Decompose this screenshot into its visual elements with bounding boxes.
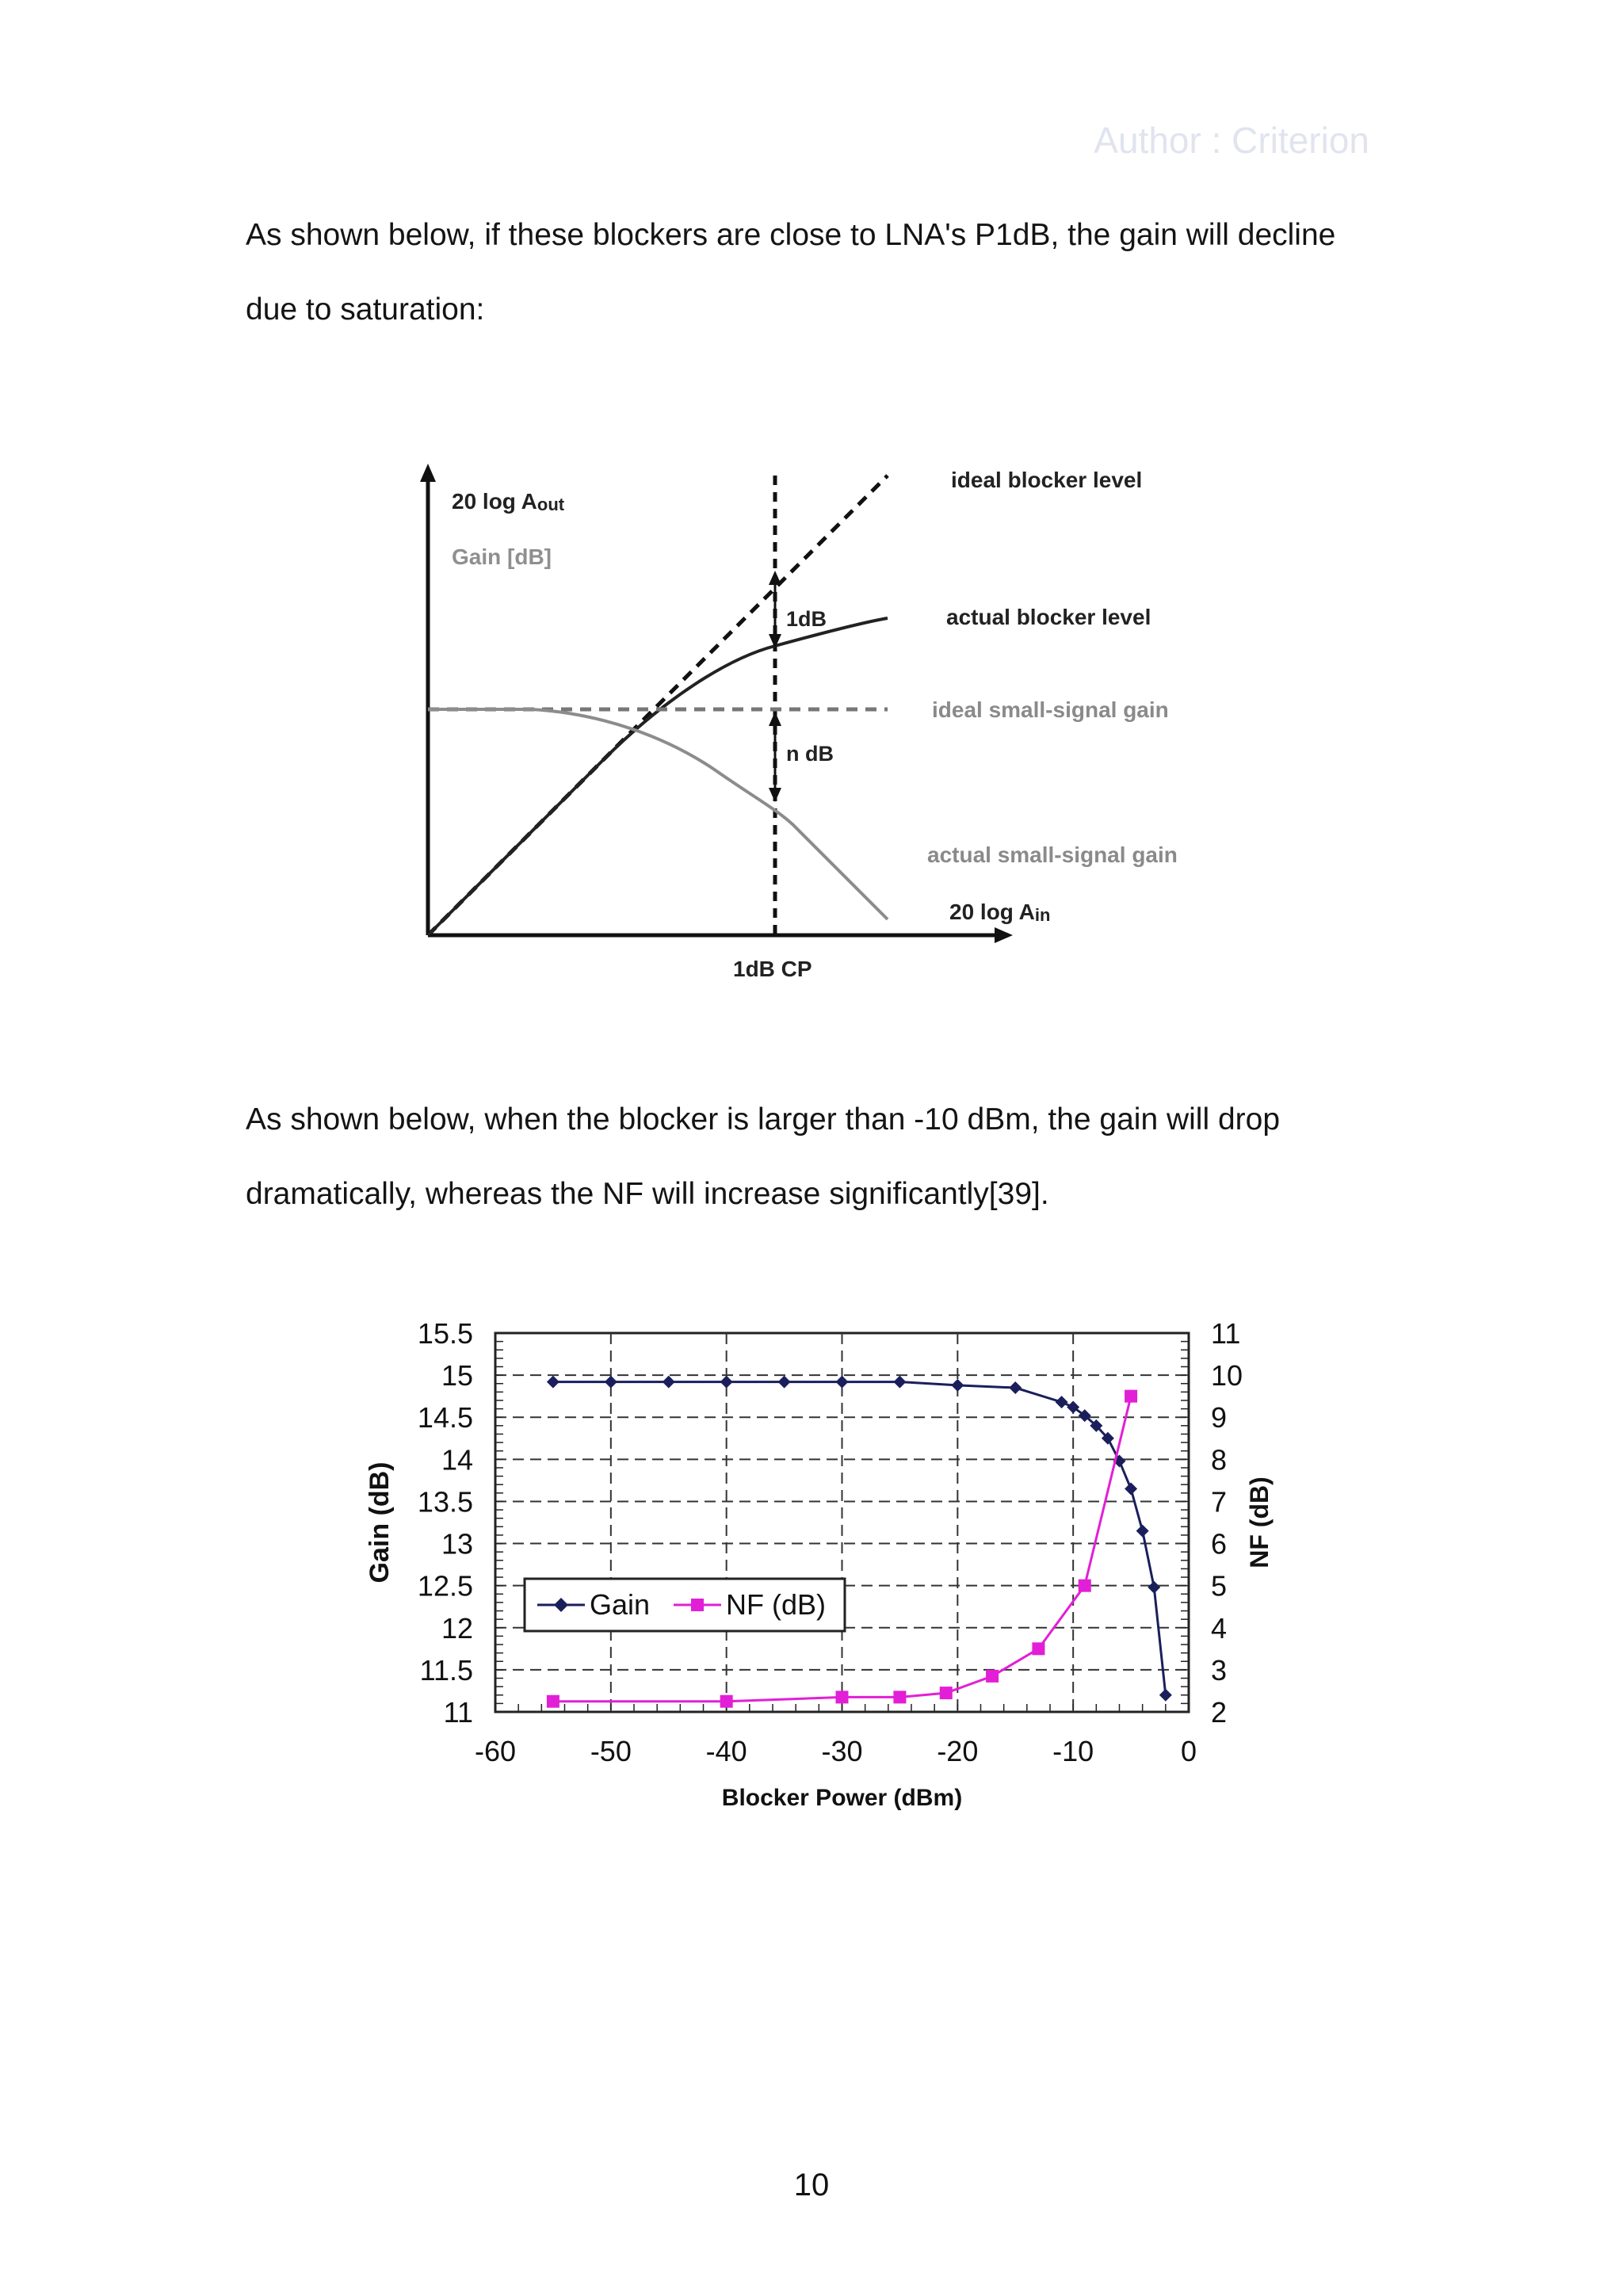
x-tick-label: -30 [821, 1735, 863, 1767]
nf-point [986, 1670, 999, 1683]
nf-point [940, 1687, 953, 1699]
y-tick-label: 11 [443, 1696, 473, 1729]
y-tick-label: 13.5 [417, 1485, 473, 1519]
diagram-gain-label: Gain [dB] [452, 544, 552, 569]
y-tick-label: 15 [441, 1359, 473, 1392]
x-tick-label: -10 [1052, 1735, 1094, 1767]
y2-tick-label: 5 [1211, 1569, 1228, 1603]
y-tick-label: 14.5 [417, 1401, 473, 1435]
x-tick-label: -50 [590, 1735, 632, 1767]
y2-tick-label: 11 [1211, 1317, 1241, 1350]
one-db-arrow-top-icon [769, 571, 781, 585]
legend-gain-label: Gain [590, 1588, 651, 1621]
nf-point [1079, 1580, 1091, 1592]
nf-point [1125, 1390, 1137, 1403]
y2-tick-label: 7 [1211, 1485, 1228, 1519]
y-tick-label: 13 [441, 1527, 473, 1561]
x-axis-title: Blocker Power (dBm) [721, 1785, 963, 1811]
legend-ideal-gain: ideal small-signal gain [932, 697, 1169, 722]
gain-nf-chart [349, 1300, 1300, 1855]
nf-point [720, 1695, 733, 1708]
nf-point [893, 1690, 906, 1703]
y2-tick-label: 8 [1211, 1443, 1228, 1477]
author-watermark: Author : Criterion [1094, 120, 1369, 161]
y-tick-label: 11.5 [419, 1653, 473, 1687]
x-tick-label: -20 [937, 1735, 979, 1767]
actual-blocker-curve [428, 618, 888, 935]
y2-axis-title: NF (dB) [1245, 1477, 1274, 1568]
y-tick-label: 14 [441, 1443, 473, 1477]
nf-point [547, 1695, 559, 1708]
paragraph-blocker-effect: As shown below, when the blocker is larger than -10 dBm, the gain will drop dramatically, whereas the NF will increase significantly[39]. [246, 1102, 1281, 1211]
x-tick-label: -60 [474, 1735, 517, 1767]
diagram-y-axis-arrow-icon [420, 464, 436, 482]
nf-point [1032, 1642, 1044, 1655]
y-tick-label: 15.5 [417, 1317, 473, 1350]
y2-tick-label: 10 [1211, 1359, 1243, 1392]
legend-actual-gain: actual small-signal gain [927, 842, 1178, 867]
page-number: 10 [793, 2168, 830, 2202]
legend-ideal-blocker: ideal blocker level [951, 468, 1143, 492]
legend-nf-label: NF (dB) [726, 1588, 826, 1621]
nf-point [836, 1690, 849, 1703]
y2-tick-label: 3 [1211, 1653, 1228, 1687]
paragraph-intro-saturation: As shown below, if these blockers are close to LNA's P1dB, the gain will decline due to saturation: [246, 218, 1336, 327]
diagram-y-label: 20 log Aout [452, 489, 565, 514]
y-tick-label: 12.5 [417, 1569, 473, 1603]
y2-tick-label: 9 [1211, 1401, 1228, 1435]
x-tick-label: -40 [705, 1735, 747, 1767]
one-db-label: 1dB [786, 607, 827, 631]
legend-nf-marker-icon [691, 1599, 704, 1611]
x-tick-label: 0 [1180, 1735, 1197, 1767]
y2-tick-label: 4 [1211, 1611, 1228, 1645]
diagram-x-axis-arrow-icon [995, 927, 1013, 943]
n-db-label: n dB [786, 742, 834, 766]
legend-actual-blocker: actual blocker level [946, 605, 1151, 629]
n-db-arrow-bottom-icon [769, 788, 781, 802]
n-db-arrow-top-icon [769, 712, 781, 726]
actual-gain-curve [428, 709, 888, 919]
y-tick-label: 12 [441, 1611, 473, 1645]
y-axis-title: Gain (dB) [365, 1461, 395, 1584]
y2-tick-label: 2 [1211, 1696, 1228, 1729]
cp-label: 1dB CP [733, 957, 812, 981]
diagram-x-label: 20 log Ain [949, 900, 1051, 925]
compression-diagram [396, 444, 1236, 999]
y2-tick-label: 6 [1211, 1527, 1228, 1561]
